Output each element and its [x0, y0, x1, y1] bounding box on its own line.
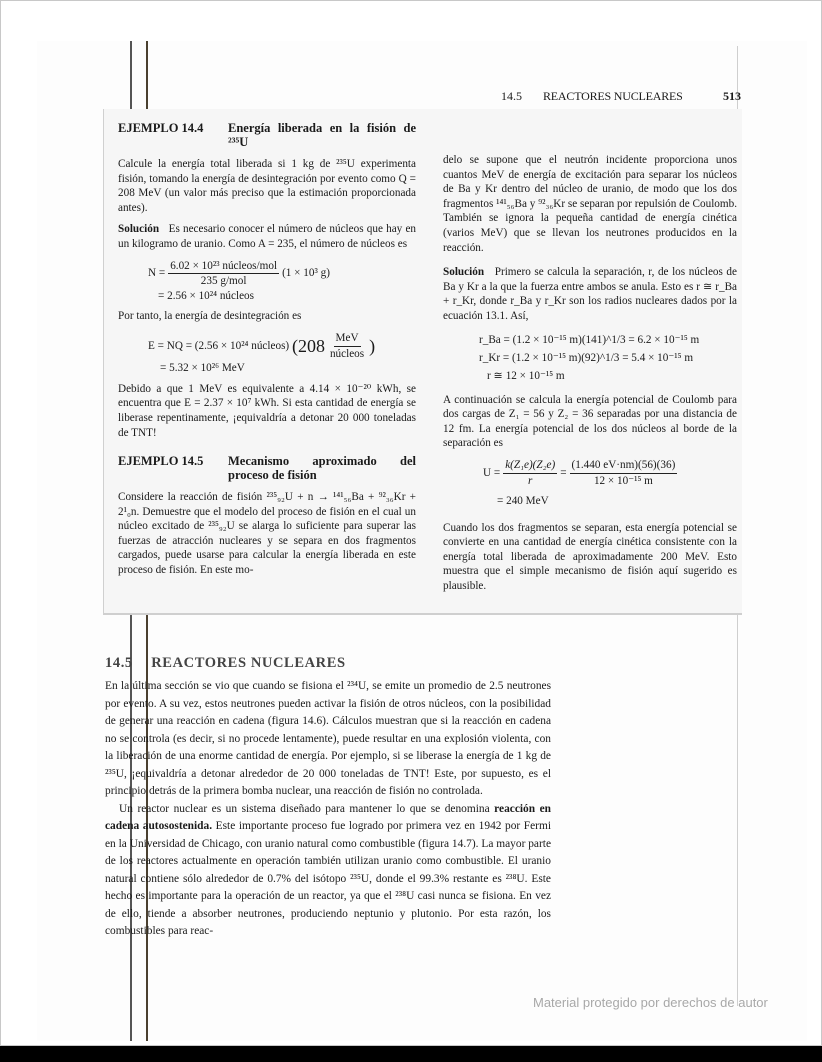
- example-14-4-solution: [118, 222, 416, 251]
- example-14-5-heading: [118, 454, 416, 482]
- eq-U-numerator-2: (1.440 eV·nm)(56)(36): [570, 458, 678, 474]
- running-head-section-title: REACTORES NUCLEARES: [543, 89, 683, 103]
- eq-U-lhs: U =: [483, 466, 501, 479]
- eq-N-numerator: 6.02 × 10²³ núcleos/mol: [168, 259, 279, 275]
- eq-N-lhs: N =: [148, 267, 166, 280]
- paragraph-2-rest: Este importante proceso fue logrado por primera vez en 1942 por Fermi en la Universidad de Chicago, con uranio natural como combustible (figura 14.7). La mayor parte de los reactores actualmente en operación también utilizan uranio como combustible. El uranio natural contiene sólo alrededor de 0.7% del isótopo ²³⁵U, donde el 99.3% restante es ²³⁸U. Este hecho es importante para la operación de un reactor, ya que el ²³⁸U casi nunca se fisiona. En vez de ello, tiende a absorber neutrones, produciendo neptunio y plutonio. Por esta razón, los combustibles para reac-: [105, 820, 551, 937]
- eq-U-numerator-1: k(Z₁e)(Z₂e): [503, 458, 557, 474]
- solution-label: Solución: [118, 223, 160, 236]
- solution-intro: Primero se calcula la separación, r, de los núcleos de Ba y Kr a la que la fuerza entre ambos se anula. Esto es r ≅ r_Ba + r_Kr, donde r_Ba y r_Kr son los radios nucleares dados por la ecuación 13.1. Así,: [443, 266, 737, 322]
- eq-E-denominator: núcleos: [329, 347, 365, 360]
- eq-N-factor: (1 × 10³ g): [282, 267, 330, 280]
- eq-E-fraction: [328, 331, 366, 361]
- examples-left-column: [118, 121, 416, 585]
- example-14-5-title: Mecanismo aproximado del proceso de fisión: [228, 454, 416, 483]
- eq-U-denominator-1: r: [528, 474, 533, 487]
- eq-E-lhs: E = NQ = (2.56 × 10²⁴ núcleos): [148, 339, 290, 352]
- solution-label: Solución: [443, 266, 485, 279]
- section-body: [105, 678, 551, 941]
- section-paragraph-2: [105, 801, 551, 941]
- section-title: REACTORES NUCLEARES: [151, 655, 346, 671]
- examples-right-column: [443, 153, 737, 601]
- example-14-5-statement-left: Considere la reacción de fisión ²³⁵₉₂U + n → ¹⁴¹₅₆Ba + ⁹²₃₆Kr + 2¹₀n. Demuestre que el modelo del proceso de fisión en el cual un núcleo excitado de ²³⁵₉₂U se alarga lo suficiente para superar las fuerzas de atracción nucleares y se separa en dos fragmentos cargados, puede usarse para calcular la energía liberada en este proceso de fisión. En este mo-: [118, 491, 416, 577]
- energy-text: Por tanto, la energía de desintegración es: [118, 310, 302, 323]
- eq-r-ba: r_Ba = (1.2 × 10⁻¹⁵ m)(141)^1/3 = 6.2 × 10⁻¹⁵ m: [479, 333, 700, 346]
- example-14-4-title: Energía liberada en la fisión de ²³⁵U: [228, 121, 416, 149]
- section-heading: [105, 655, 346, 672]
- eq-N-fraction: [168, 259, 279, 289]
- eq-E-result: = 5.32 × 10²⁶ MeV: [160, 362, 245, 375]
- example-14-5-solution: [443, 265, 737, 323]
- eq-U-fraction-1: [503, 458, 557, 488]
- coulomb-text: A continuación se calcula la energía potencial de Coulomb para dos cargas de Z₁ = 56 y Z₂ = 36 separadas por una distancia de 12 fm. La energía potencial de los dos núcleos al borde de la separación es: [443, 393, 737, 450]
- equation-E: [118, 331, 416, 376]
- key-term-self-sustained-chain-reaction: reacción en cadena autosostenida.: [105, 802, 551, 832]
- example-14-5-conclusion: Cuando los dos fragmentos se separan, esta energía potencial se convierte en una cantidad de energía cinética consistente con la energía total liberada de aproximadamente 200 MeV. Esto muestra que el simple mecanismo de fisión aquí sugerido es plausible.: [443, 521, 737, 593]
- eq-N-denominator: 235 g/mol: [200, 275, 247, 288]
- page-number: 513: [723, 89, 741, 103]
- section-number: 14.5: [105, 655, 133, 671]
- example-14-4-conclusion: Debido a que 1 MeV es equivalente a 4.14 × 10⁻²⁰ kWh, se encuentra que E = 2.37 × 10⁷ kWh. Si esta cantidad de energía se liberase repentinamente, ¡equivaldría a detonar 20 000 toneladas de TNT!: [118, 382, 416, 439]
- running-head: [501, 89, 741, 104]
- copyright-watermark: Material protegido por derechos de autor: [533, 995, 768, 1010]
- example-14-4-label: EJEMPLO 14.4: [118, 121, 204, 135]
- eq-U-equals: =: [560, 466, 567, 479]
- eq-E-208: (208: [291, 335, 325, 356]
- example-14-4-statement: Calcule la energía total liberada si 1 kg de ²³⁵U experimenta fisión, tomando la energía de desintegración por evento como Q = 208 MeV (un valor más preciso que la estimación proporcionada antes).: [118, 158, 416, 214]
- equation-N: [118, 259, 416, 304]
- eq-U-denominator-2: 12 × 10⁻¹⁵ m: [593, 474, 653, 487]
- eq-U-result: = 240 MeV: [497, 495, 549, 508]
- eq-E-close: ): [369, 335, 376, 356]
- eq-E-numerator: MeV: [334, 331, 361, 347]
- eq-r: r ≅ 12 × 10⁻¹⁵ m: [487, 369, 565, 382]
- solution-intro: Es necesario conocer el número de núcleos que hay en un kilogramo de uranio. Como A = 235, el número de núcleos es: [118, 223, 416, 250]
- eq-U-fraction-2: [570, 458, 678, 488]
- paragraph-2-start: Un reactor nuclear es un sistema diseñado para mantener lo que se denomina: [119, 802, 495, 815]
- eq-r-kr: r_Kr = (1.2 × 10⁻¹⁵ m)(92)^1/3 = 5.4 × 10⁻¹⁵ m: [479, 351, 694, 364]
- section-paragraph-1: En la última sección se vio que cuando se fisiona el ²³⁴U, se emite un promedio de 2.5 neutrones por evento. A su vez, estos neutrones pueden activar la fisión de otros núcleos, con la posibilidad de generar una reacción en cadena (figura 14.6). Cálculos muestran que si la reacción en cadena no se controla (es decir, si no procede lentamente), puede resultar en una explosión violenta, con la liberación de una enorme cantidad de energía. Por ejemplo, si se liberase la energía de 1 kg de ²³⁵U, ¡equivaldría a detonar alrededor de 20 000 toneladas de TNT! Este, por supuesto, es el principio detrás de la primera bomba nuclear, una reacción de fisión no controlada.: [105, 680, 551, 797]
- eq-N-result: = 2.56 × 10²⁴ núcleos: [158, 289, 255, 302]
- example-14-5-label: EJEMPLO 14.5: [118, 454, 204, 469]
- example-14-4-heading: [118, 121, 416, 149]
- equation-U: [443, 458, 737, 509]
- radius-equations: [443, 331, 737, 385]
- running-head-section-number: 14.5: [501, 89, 522, 103]
- example-14-5-statement-right: delo se supone que el neutrón incidente proporciona unos cuantos MeV de energía de excitación para separar los núcleos de Ba y Kr dentro del núcleo de uranio, de modo que los dos fragmentos ¹⁴¹₅₆Ba y ⁹²₃₆Kr se separan por repulsión de Coulomb. También se ignora la pequeña cantidad de energía cinética (varios MeV) que se llevan los neutrones producidos en la reacción.: [443, 154, 737, 254]
